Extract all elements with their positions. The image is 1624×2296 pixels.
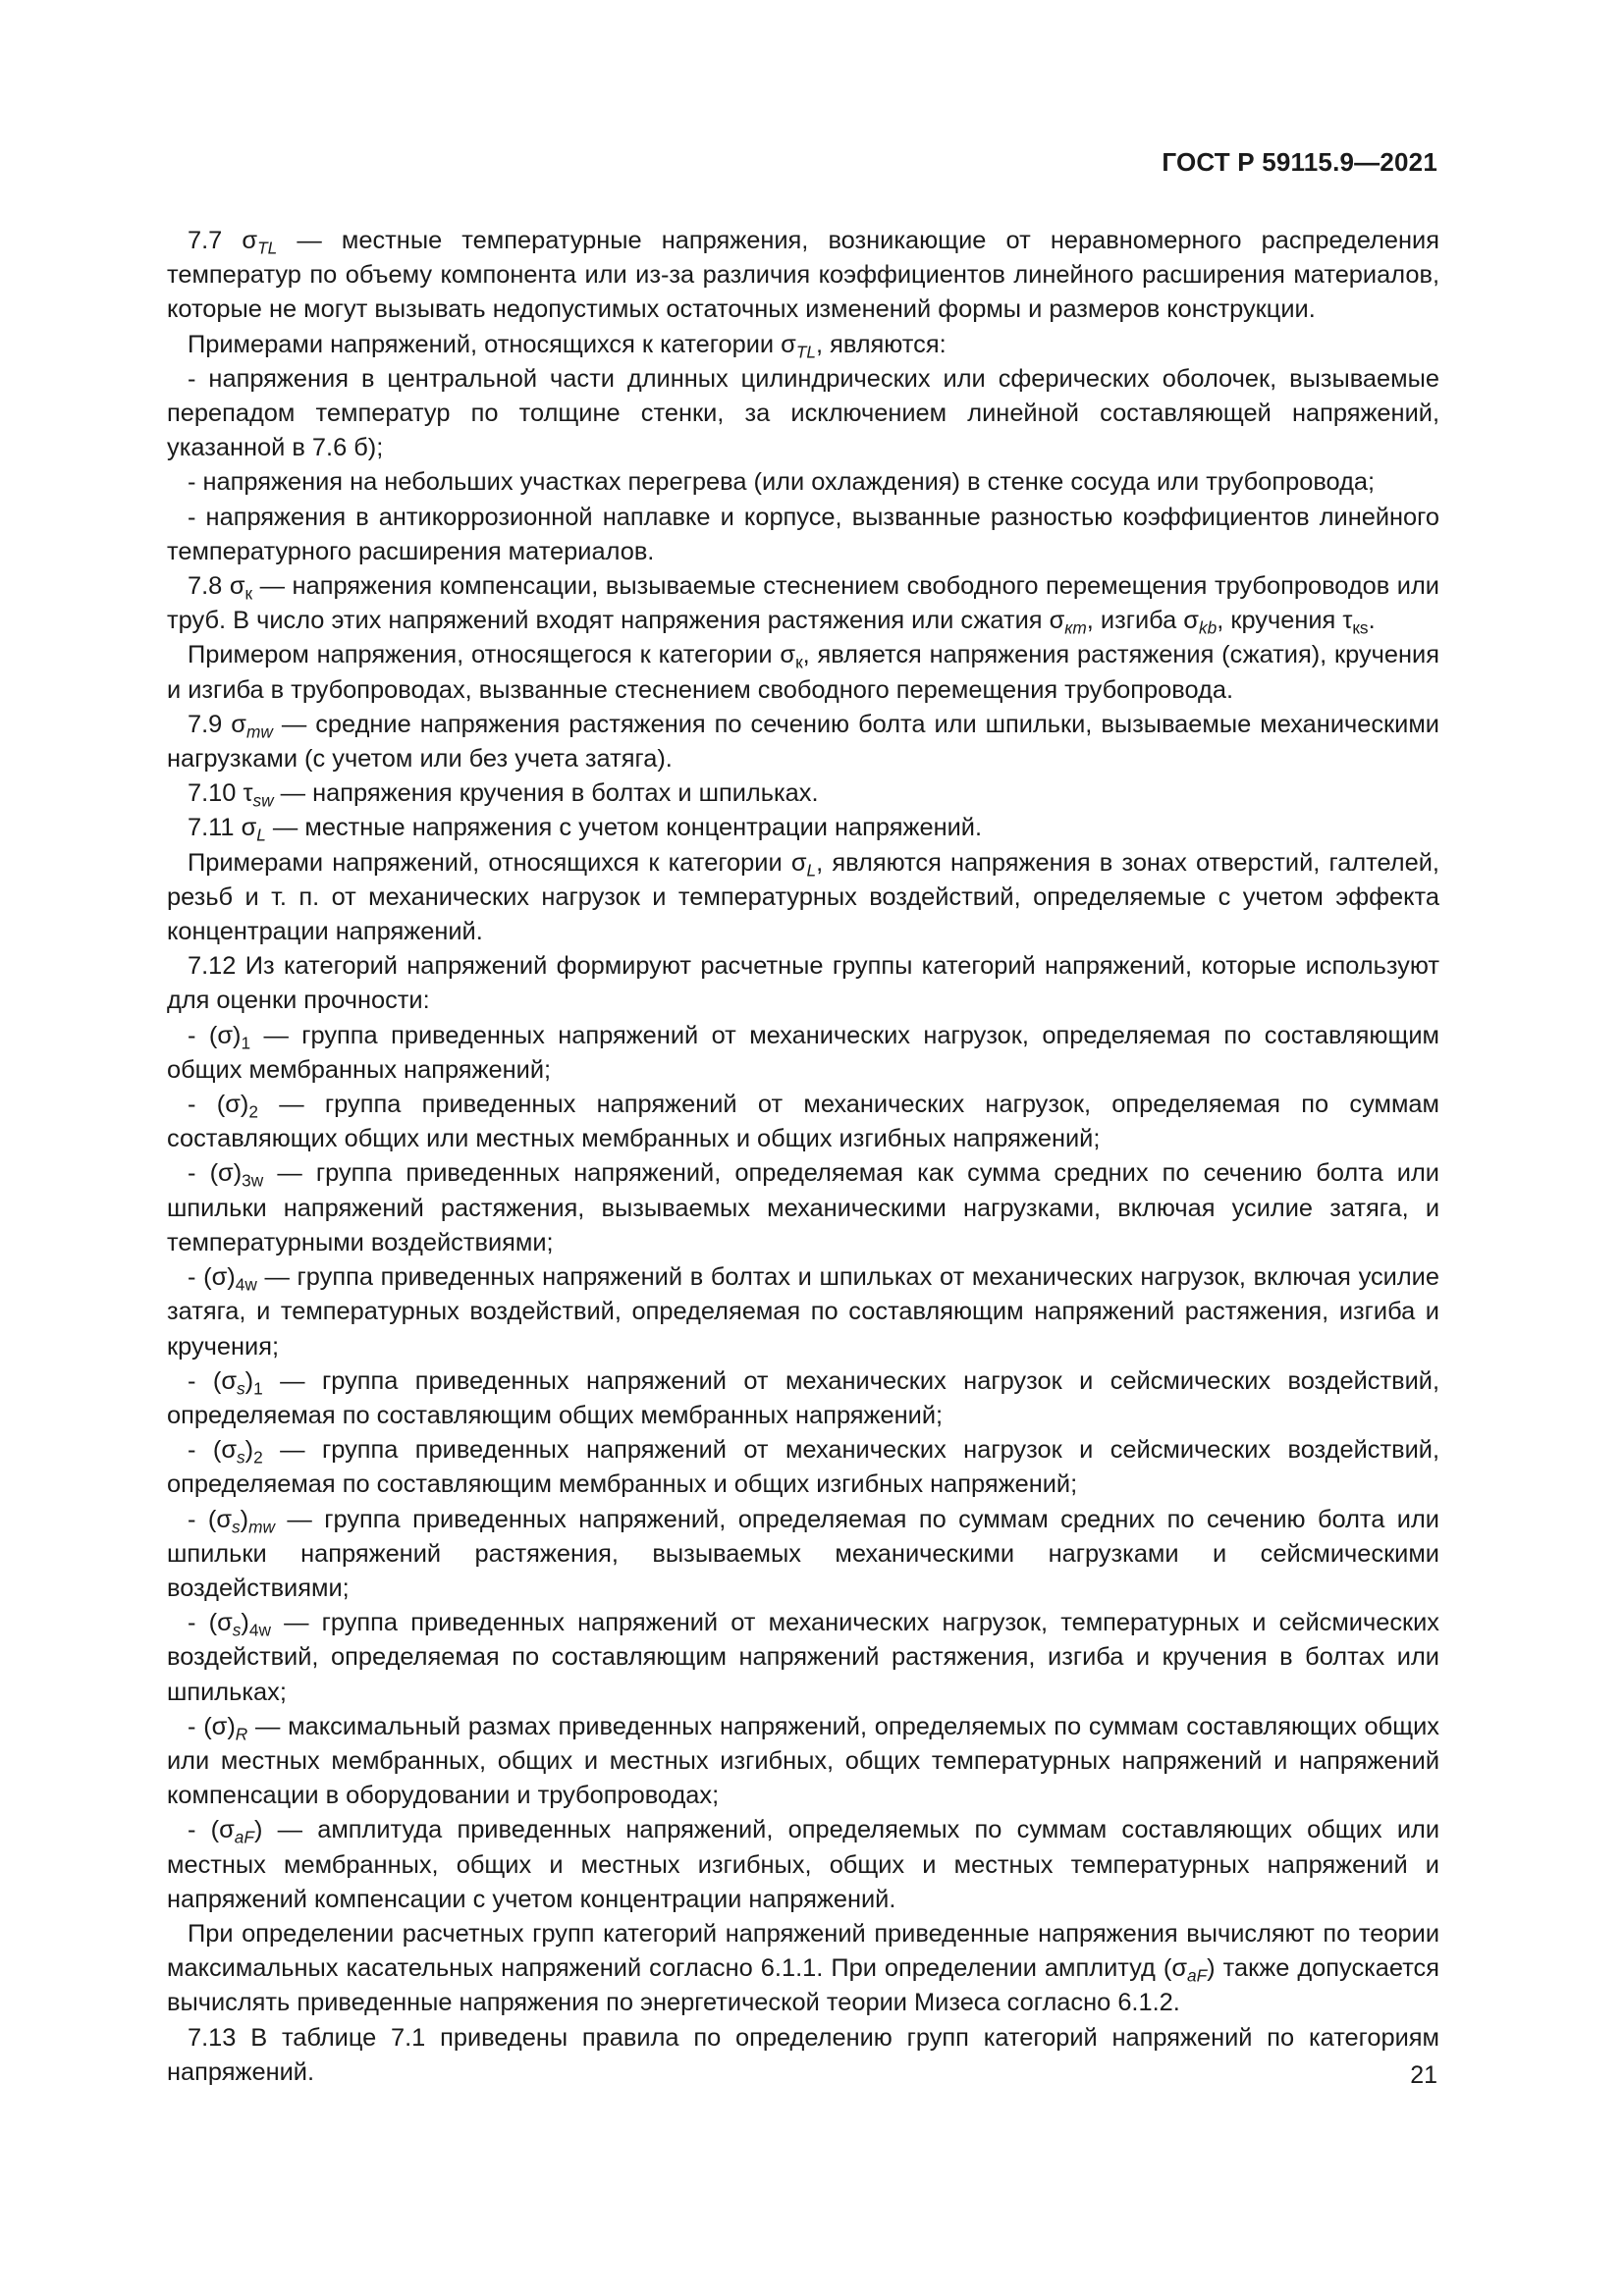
text-run: — группа приведенных напряжений от механических нагрузок, определяемая по суммам составляющих общих или местных мембранных и общих изгибных напряжений; <box>167 1091 1439 1153</box>
paragraph-p22 <box>167 1813 1439 1917</box>
page-number: 21 <box>1410 2061 1437 2089</box>
text-run: ) — амплитуда приведенных напряжений, определяемых по суммам составляющих общих или местных мембранных, общих и местных изгибных, общих и местных температурных напряжений и напряжений компенсации с учетом концентрации напряжений. <box>167 1816 1440 1913</box>
paragraph-p4 <box>167 465 1439 500</box>
text-run: — группа приведенных напряжений от механических нагрузок и сейсмических воздействий, определяемая по составляющим мембранных и общих изгибных напряжений; <box>167 1436 1439 1499</box>
subscript: s <box>232 1620 242 1640</box>
subscript: к <box>795 652 803 672</box>
paragraph-p18 <box>167 1433 1439 1502</box>
paragraph-p17 <box>167 1364 1439 1433</box>
subscript: 2 <box>253 1447 263 1468</box>
subscript: sw <box>252 790 274 811</box>
text-run: — группа приведенных напряжений от механических нагрузок и сейсмических воздействий, определяемая по составляющим общих мембранных напряжений; <box>167 1366 1439 1429</box>
text-run: — группа приведенных напряжений, определяемая по суммам средних по сечению болта или шпильки напряжений растяжения, вызываемых механическими нагрузками и сейсмическими воздействиями; <box>167 1505 1439 1602</box>
paragraph-p6 <box>167 569 1439 638</box>
subscript: L <box>256 825 266 845</box>
subscript: кm <box>1064 617 1087 638</box>
text-run: - (σ) <box>188 1021 242 1049</box>
subscript: s <box>237 1378 245 1399</box>
text-run: ) <box>244 1436 254 1465</box>
text-run: . <box>1368 607 1376 635</box>
subscript: aF <box>1187 1965 1208 1986</box>
subscript: R <box>235 1724 248 1744</box>
text-run: 7.7 σ <box>188 227 258 254</box>
paragraph-p8 <box>167 708 1439 776</box>
text-run: — напряжения кручения в болтах и шпильках. <box>273 779 819 808</box>
subscript: 4w <box>248 1620 271 1640</box>
subscript: TL <box>257 238 278 258</box>
text-run: - (σ <box>188 1816 235 1844</box>
subscript: 1 <box>241 1033 251 1053</box>
subscript: mw <box>245 721 273 742</box>
text-run: 7.9 σ <box>188 710 246 738</box>
subscript: s <box>237 1447 245 1468</box>
subscript: TL <box>795 342 816 362</box>
subscript: 1 <box>253 1378 263 1399</box>
paragraph-p11 <box>167 846 1439 950</box>
text-run: — местные температурные напряжения, возникающие от неравномерного распределения температур по объему компонента или из-за различия коэффициентов линейного расширения материалов, которые не могут вызывать недопустимых остаточных изменений формы и размеров конструкции. <box>167 227 1439 324</box>
text-run: , кручения τ <box>1217 607 1353 635</box>
subscript: kb <box>1198 617 1218 638</box>
text-run: — местные напряжения с учетом концентрации напряжений. <box>265 814 983 842</box>
text-run: ) также допускается вычислять приведенные напряжения по энергетической теории Мизеса согласно 6.1.2. <box>167 1954 1439 2017</box>
text-run: Примерами напряжений, относящихся к категории σ <box>188 848 807 877</box>
text-run: — средние напряжения растяжения по сечению болта или шпильки, вызываемые механическими нагрузками (с учетом или без учета затяга). <box>167 710 1439 774</box>
text-run: - напряжения на небольших участках перегрева (или охлаждения) в стенке сосуда или трубопровода; <box>188 468 1376 497</box>
subscript: 3w <box>242 1171 264 1191</box>
subscript: mw <box>248 1517 275 1537</box>
text-run: - (σ <box>188 1609 233 1637</box>
text-run: ) <box>241 1609 249 1637</box>
text-run: - (σ <box>188 1366 238 1395</box>
text-run: — группа приведенных напряжений, определяемая как сумма средних по сечению болта или шпильки напряжений растяжения, вызываемых механическими нагрузками, включая усилие затяга, и температурными воздействиями; <box>167 1159 1439 1256</box>
body-text <box>167 224 1439 2090</box>
paragraph-p16 <box>167 1260 1439 1364</box>
text-run: - (σ) <box>188 1091 249 1119</box>
paragraph-p1 <box>167 224 1439 328</box>
subscript: L <box>806 860 817 881</box>
paragraph-p3 <box>167 362 1439 466</box>
text-run: 7.11 σ <box>188 814 257 842</box>
paragraph-p7 <box>167 638 1439 707</box>
text-run: - напряжения в центральной части длинных цилиндрических или сферических оболочек, вызываемые перепадом температур по толщине стенки, за исключением линейной составляющей напряжений, указанной в 7.6 б); <box>167 364 1439 462</box>
paragraph-p19 <box>167 1503 1439 1607</box>
text-run: Примером напряжения, относящегося к категории σ <box>188 641 796 669</box>
text-run: , является напряжения растяжения (сжатия), кручения и изгиба в трубопроводах, вызванные стеснением свободного перемещения трубопровода. <box>167 641 1439 704</box>
paragraph-p23 <box>167 1917 1439 2021</box>
text-run: - (σ) <box>188 1263 236 1292</box>
text-run: При определении расчетных групп категорий напряжений приведенные напряжения вычисляют по теории максимальных касательных напряжений согласно 6.1.1. При определении амплитуд (σ <box>167 1919 1439 1983</box>
text-run: ) <box>244 1366 254 1395</box>
subscript: к <box>244 583 253 604</box>
text-run: 7.10 τ <box>188 779 253 808</box>
text-run: - (σ <box>188 1505 233 1533</box>
subscript: s <box>232 1517 241 1537</box>
text-run: - (σ) <box>188 1159 243 1188</box>
text-run: , являются напряжения в зонах отверстий, галтелей, резьб и т. п. от механических нагрузок и температурных воздействий, определяемые с учетом эффекта концентрации напряжений. <box>167 848 1439 946</box>
paragraph-p12 <box>167 949 1439 1018</box>
text-run: - (σ <box>188 1436 238 1465</box>
text-run: — напряжения компенсации, вызываемые стеснением свободного перемещения трубопроводов или труб. В число этих напряжений входят напряжения растяжения или сжатия σ <box>167 572 1439 635</box>
paragraph-p10 <box>167 811 1439 845</box>
text-run: — группа приведенных напряжений в болтах и шпильках от механических нагрузок, включая усилие затяга, и температурных воздействий, определяемая по составляющим напряжений растяжения, изгиба и кручения; <box>167 1263 1439 1361</box>
standard-designation: ГОСТ Р 59115.9—2021 <box>1162 147 1437 177</box>
text-run: ) <box>240 1505 249 1533</box>
paragraph-p14 <box>167 1088 1439 1156</box>
text-run: - (σ) <box>188 1712 236 1740</box>
text-run: 7.13 В таблице 7.1 приведены правила по определению групп категорий напряжений по категориям напряжений. <box>167 2023 1439 2086</box>
text-run: Примерами напряжений, относящихся к категории σ <box>188 330 796 358</box>
subscript: aF <box>234 1827 254 1847</box>
paragraph-p2 <box>167 328 1439 362</box>
text-run: 7.12 Из категорий напряжений формируют расчетные группы категорий напряжений, которые используют для оценки прочности: <box>167 952 1439 1015</box>
paragraph-p21 <box>167 1710 1439 1814</box>
text-run: 7.8 σ <box>188 572 245 601</box>
paragraph-p15 <box>167 1156 1439 1260</box>
paragraph-p24 <box>167 2021 1439 2090</box>
paragraph-p9 <box>167 776 1439 811</box>
paragraph-p5 <box>167 501 1439 569</box>
text-run: — группа приведенных напряжений от механических нагрузок, температурных и сейсмических воздействий, определяемая по составляющим напряжений растяжения, изгиба и кручения в болтах или шпильках; <box>167 1609 1439 1706</box>
subscript: кs <box>1352 617 1369 638</box>
text-run: — максимальный размах приведенных напряжений, определяемых по суммам составляющих общих или местных мембранных, общих и местных изгибных, общих температурных напряжений и напряжений компенсации в оборудовании и трубопроводах; <box>167 1712 1439 1810</box>
paragraph-p20 <box>167 1606 1439 1710</box>
subscript: 2 <box>248 1101 258 1122</box>
paragraph-p13 <box>167 1019 1439 1088</box>
text-run: , являются: <box>815 330 947 358</box>
text-run: - напряжения в антикоррозионной наплавке и корпусе, вызванные разностью коэффициентов линейного температурного расширения материалов. <box>167 503 1439 565</box>
subscript: 4w <box>235 1274 257 1295</box>
text-run: , изгиба σ <box>1086 607 1199 635</box>
text-run: — группа приведенных напряжений от механических нагрузок, определяемая по составляющим общих мембранных напряжений; <box>167 1021 1440 1084</box>
